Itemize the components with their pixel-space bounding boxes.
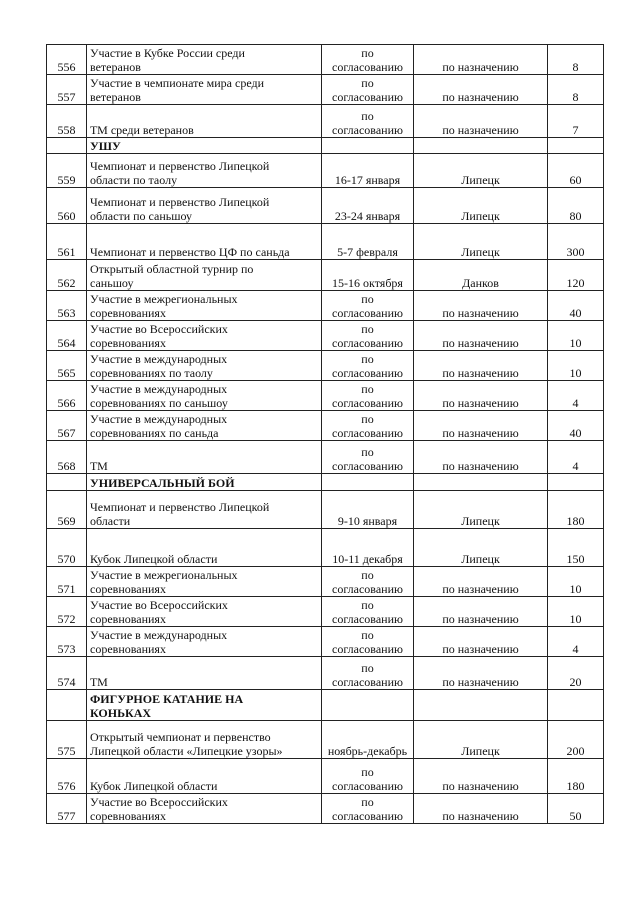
event-place: Липецк [414, 188, 548, 224]
table-row [47, 627, 604, 657]
section-title: ФИГУРНОЕ КАТАНИЕ НА КОНЬКАХ [87, 690, 322, 721]
participant-count: 150 [548, 529, 604, 567]
table-row [47, 45, 604, 75]
row-number: 557 [47, 75, 87, 105]
participant-count: 300 [548, 224, 604, 260]
event-date: 5-7 февраля [322, 224, 414, 260]
participant-count: 80 [548, 188, 604, 224]
participant-count: 8 [548, 75, 604, 105]
row-number: 556 [47, 45, 87, 75]
event-date: по согласованию [322, 75, 414, 105]
row-number: 569 [47, 491, 87, 529]
event-name: ТМ [87, 441, 322, 474]
table-row [47, 154, 604, 188]
event-date: по согласованию [322, 291, 414, 321]
event-date: 23-24 января [322, 188, 414, 224]
participant-count: 50 [548, 794, 604, 824]
table-row [47, 529, 604, 567]
event-date: 10-11 декабря [322, 529, 414, 567]
participant-count: 120 [548, 260, 604, 291]
events-table-body [47, 45, 604, 824]
event-date: по согласованию [322, 381, 414, 411]
event-place: по назначению [414, 381, 548, 411]
table-row [47, 351, 604, 381]
event-date: по согласованию [322, 567, 414, 597]
participant-count: 180 [548, 491, 604, 529]
event-name: Участие в международных соревнованиях [87, 627, 322, 657]
event-name: Участие в межрегиональных соревнованиях [87, 291, 322, 321]
event-place: по назначению [414, 441, 548, 474]
event-place: по назначению [414, 411, 548, 441]
event-name: Кубок Липецкой области [87, 759, 322, 794]
event-date: по согласованию [322, 411, 414, 441]
event-name: Чемпионат и первенство Липецкой области [87, 491, 322, 529]
event-name: Участие в чемпионате мира среди ветеранов [87, 75, 322, 105]
table-row [47, 188, 604, 224]
event-name: Чемпионат и первенство Липецкой области по таолу [87, 154, 322, 188]
participant-count: 20 [548, 657, 604, 690]
event-name: Чемпионат и первенство ЦФ по саньда [87, 224, 322, 260]
table-row [47, 491, 604, 529]
table-row [47, 721, 604, 759]
event-name: Участие в межрегиональных соревнованиях [87, 567, 322, 597]
row-number: 560 [47, 188, 87, 224]
event-place: по назначению [414, 291, 548, 321]
empty-cell [548, 138, 604, 154]
event-date: 16-17 января [322, 154, 414, 188]
event-name: Участие в международных соревнованиях по саньда [87, 411, 322, 441]
section-title: УНИВЕРСАЛЬНЫЙ БОЙ [87, 474, 322, 491]
event-name: ТМ среди ветеранов [87, 105, 322, 138]
empty-cell [414, 138, 548, 154]
row-number: 577 [47, 794, 87, 824]
event-name: Участие во Всероссийских соревнованиях [87, 321, 322, 351]
participant-count: 180 [548, 759, 604, 794]
table-row [47, 657, 604, 690]
row-number: 562 [47, 260, 87, 291]
event-date: по согласованию [322, 45, 414, 75]
event-place: по назначению [414, 321, 548, 351]
participant-count: 10 [548, 351, 604, 381]
table-row [47, 441, 604, 474]
event-date: ноябрь-декабрь [322, 721, 414, 759]
empty-cell [47, 474, 87, 491]
event-place: по назначению [414, 45, 548, 75]
row-number: 570 [47, 529, 87, 567]
event-place: по назначению [414, 759, 548, 794]
row-number: 571 [47, 567, 87, 597]
row-number: 576 [47, 759, 87, 794]
participant-count: 7 [548, 105, 604, 138]
row-number: 566 [47, 381, 87, 411]
table-row [47, 224, 604, 260]
event-name: Участие во Всероссийских соревнованиях [87, 794, 322, 824]
participant-count: 8 [548, 45, 604, 75]
event-name: Чемпионат и первенство Липецкой области по саньшоу [87, 188, 322, 224]
event-place: Липецк [414, 224, 548, 260]
event-place: по назначению [414, 351, 548, 381]
event-place: по назначению [414, 627, 548, 657]
section-header-row [47, 474, 604, 491]
table-row [47, 411, 604, 441]
event-name: Открытый чемпионат и первенство Липецкой области «Липецкие узоры» [87, 721, 322, 759]
table-row [47, 105, 604, 138]
empty-cell [322, 690, 414, 721]
participant-count: 40 [548, 411, 604, 441]
event-date: по согласованию [322, 759, 414, 794]
event-name: Участие в международных соревнованиях по саньшоу [87, 381, 322, 411]
event-place: Липецк [414, 154, 548, 188]
event-date: по согласованию [322, 441, 414, 474]
event-place: по назначению [414, 657, 548, 690]
row-number: 564 [47, 321, 87, 351]
event-place: Липецк [414, 491, 548, 529]
table-row [47, 381, 604, 411]
row-number: 575 [47, 721, 87, 759]
empty-cell [322, 138, 414, 154]
event-date: по согласованию [322, 794, 414, 824]
empty-cell [47, 690, 87, 721]
participant-count: 4 [548, 627, 604, 657]
table-row [47, 567, 604, 597]
row-number: 568 [47, 441, 87, 474]
row-number: 573 [47, 627, 87, 657]
event-place: по назначению [414, 794, 548, 824]
row-number: 561 [47, 224, 87, 260]
event-place: Липецк [414, 721, 548, 759]
section-header-row [47, 138, 604, 154]
table-row [47, 321, 604, 351]
row-number: 558 [47, 105, 87, 138]
event-place: Липецк [414, 529, 548, 567]
event-name: Участие в Кубке России среди ветеранов [87, 45, 322, 75]
row-number: 565 [47, 351, 87, 381]
participant-count: 10 [548, 567, 604, 597]
event-place: Данков [414, 260, 548, 291]
event-name: ТМ [87, 657, 322, 690]
event-place: по назначению [414, 567, 548, 597]
row-number: 563 [47, 291, 87, 321]
event-date: по согласованию [322, 351, 414, 381]
row-number: 574 [47, 657, 87, 690]
participant-count: 10 [548, 597, 604, 627]
participant-count: 60 [548, 154, 604, 188]
section-title: УШУ [87, 138, 322, 154]
event-place: по назначению [414, 597, 548, 627]
event-name: Участие в международных соревнованиях по таолу [87, 351, 322, 381]
empty-cell [548, 690, 604, 721]
event-name: Участие во Всероссийских соревнованиях [87, 597, 322, 627]
table-row [47, 794, 604, 824]
empty-cell [47, 138, 87, 154]
row-number: 567 [47, 411, 87, 441]
event-place: по назначению [414, 75, 548, 105]
table-row [47, 759, 604, 794]
participant-count: 4 [548, 381, 604, 411]
event-name: Кубок Липецкой области [87, 529, 322, 567]
events-table [46, 44, 604, 824]
empty-cell [414, 474, 548, 491]
row-number: 559 [47, 154, 87, 188]
empty-cell [322, 474, 414, 491]
row-number: 572 [47, 597, 87, 627]
event-date: по согласованию [322, 105, 414, 138]
section-header-row [47, 690, 604, 721]
participant-count: 200 [548, 721, 604, 759]
table-row [47, 260, 604, 291]
event-date: по согласованию [322, 597, 414, 627]
event-place: по назначению [414, 105, 548, 138]
event-date: по согласованию [322, 321, 414, 351]
event-date: по согласованию [322, 627, 414, 657]
event-date: 15-16 октября [322, 260, 414, 291]
event-name: Открытый областной турнир по саньшоу [87, 260, 322, 291]
table-row [47, 291, 604, 321]
participant-count: 40 [548, 291, 604, 321]
empty-cell [548, 474, 604, 491]
participant-count: 4 [548, 441, 604, 474]
empty-cell [414, 690, 548, 721]
participant-count: 10 [548, 321, 604, 351]
event-date: по согласованию [322, 657, 414, 690]
event-date: 9-10 января [322, 491, 414, 529]
table-row [47, 597, 604, 627]
table-row [47, 75, 604, 105]
